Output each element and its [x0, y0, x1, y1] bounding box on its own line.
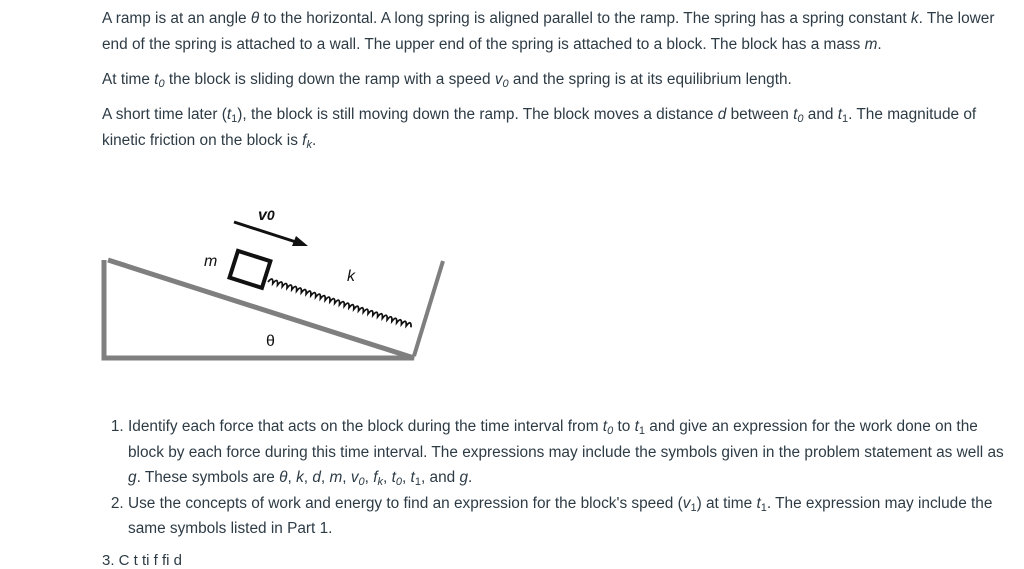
symbol-t: t	[837, 106, 842, 123]
subscript: 0	[358, 476, 365, 488]
symbol-g: g	[459, 469, 469, 486]
subscript: 1	[690, 501, 697, 514]
paragraph-initial-state	[102, 67, 1002, 93]
text: . The magnitude of kinetic friction on the block is	[102, 106, 977, 149]
text: ,	[320, 469, 330, 486]
symbol-t: t	[410, 469, 415, 486]
subscript: 1	[414, 476, 421, 488]
symbol-v: v	[494, 71, 503, 88]
text: ,	[401, 469, 411, 486]
symbol-f: f	[373, 469, 378, 486]
text: and give an expression for the work done on the block by each force during this time interval. The expressions may include the symbols given in the problem statement as well as	[128, 418, 1004, 461]
symbol-g: g	[128, 469, 137, 486]
symbol-t: t	[756, 494, 761, 512]
subscript: k	[306, 139, 312, 151]
text: . The lower end of the spring is attached to a wall. The upper end of the spring is attached to a block. The block has a mass	[102, 10, 995, 53]
text: to	[613, 418, 635, 435]
question-list	[102, 414, 1008, 542]
velocity-arrowhead	[292, 236, 308, 246]
velocity-arrow	[234, 222, 296, 242]
subscript: 1	[760, 501, 767, 514]
text: between	[726, 106, 794, 123]
text: .	[877, 36, 882, 53]
symbol-t: t	[226, 106, 232, 123]
symbol-t: t	[154, 71, 159, 88]
text: A short time later (	[102, 106, 227, 123]
symbol-d: d	[717, 106, 727, 123]
subscript: 0	[607, 425, 614, 437]
symbol-theta: θ	[279, 469, 288, 486]
symbol-k: k	[296, 469, 304, 486]
text: A ramp is at an angle	[102, 10, 251, 27]
problem-statement	[102, 6, 1002, 154]
block	[230, 251, 271, 288]
mass-label: m	[204, 253, 218, 270]
symbol-t: t	[391, 469, 396, 486]
text: . These symbols are	[136, 469, 280, 486]
subscript: 1	[638, 425, 645, 437]
subscript: 0	[395, 476, 402, 488]
text: ) at time	[696, 494, 757, 512]
text: to the horizontal. A long spring is aligned parallel to the ramp. The spring has a spring constant	[259, 10, 911, 27]
text: the block is sliding down the ramp with a speed	[164, 71, 495, 88]
text: ,	[383, 469, 392, 486]
symbol-v: v	[682, 494, 691, 512]
symbol-t: t	[602, 418, 608, 435]
wall	[414, 261, 443, 356]
v0-label: v0	[258, 207, 275, 224]
question-3-cut-off: 3. C t ti f fi d	[102, 552, 183, 569]
symbol-t: t	[793, 106, 798, 123]
symbol-v: v	[350, 469, 359, 486]
text: ,	[342, 469, 351, 486]
text: .	[311, 132, 317, 149]
text: ), the block is still moving down the ramp. The block moves a distance	[237, 106, 718, 123]
symbol-d: d	[312, 469, 321, 486]
text: ,	[287, 469, 297, 486]
symbol-f: f	[302, 132, 307, 149]
symbol-t: t	[634, 418, 639, 435]
angle-label: θ	[266, 333, 275, 350]
symbol-m: m	[329, 469, 343, 486]
question-2	[128, 491, 1008, 542]
symbol-m: m	[864, 36, 878, 53]
question-1	[128, 414, 1008, 491]
subscript: 0	[158, 78, 165, 90]
text: , and	[420, 469, 460, 486]
subscript: 1	[231, 113, 238, 125]
subscript: 0	[502, 78, 509, 90]
text: ,	[303, 469, 313, 486]
spring-label: k	[347, 268, 355, 285]
subscript: k	[377, 476, 384, 488]
text: . The expression may include the same symbols listed in Part 1.	[128, 494, 993, 537]
symbol-k: k	[910, 10, 919, 27]
paragraph-setup	[102, 6, 1002, 58]
text: Use the concepts of work and energy to find an expression for the block's speed (	[128, 494, 683, 512]
text: Identify each force that acts on the block during the time interval from	[128, 418, 603, 435]
text: ,	[364, 469, 374, 486]
text: and the spring is at its equilibrium length.	[508, 71, 792, 88]
text: At time	[102, 71, 155, 88]
subscript: 1	[842, 113, 849, 125]
symbol-theta: θ	[250, 10, 260, 27]
paragraph-later-state	[102, 102, 1002, 154]
ramp-diagram	[96, 196, 456, 371]
subscript: 0	[797, 113, 804, 125]
text: .	[468, 469, 473, 486]
text: and	[803, 106, 838, 123]
